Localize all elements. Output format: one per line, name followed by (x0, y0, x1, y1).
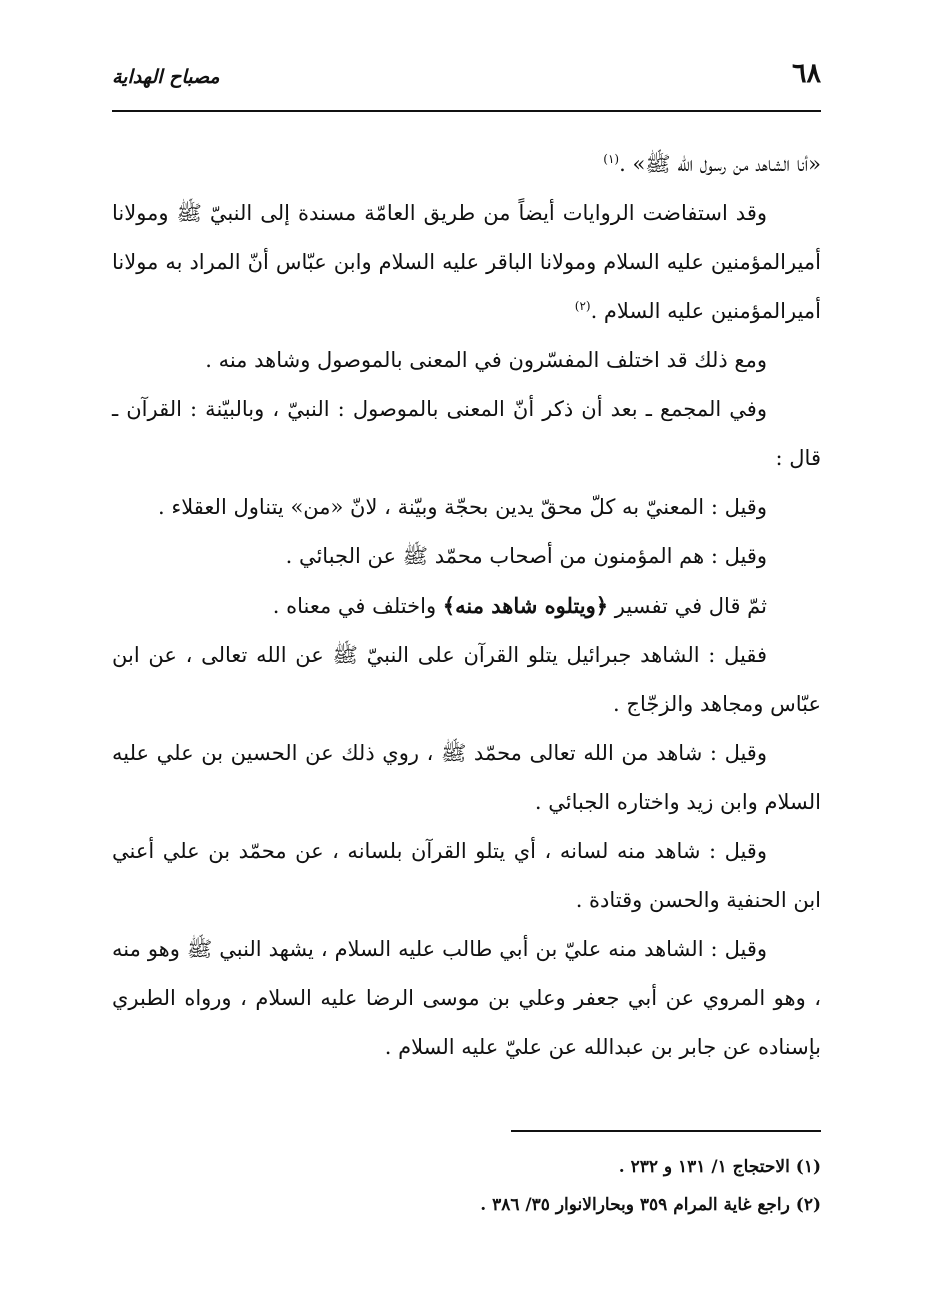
paragraph: فقيل : الشاهد جبرائيل يتلو القرآن على النبيّ ﷺ عن الله تعالى ، عن ابن عبّاس ومجاهد والزجّاج . (112, 643, 821, 716)
footnote: (١) الاحتجاج ١/ ١٣١ و ٢٣٢ . (618, 1157, 821, 1177)
running-title: مصباح الهداية (112, 66, 220, 88)
paragraph: وفي المجمع ـ بعد أن ذكر أنّ المعنى بالموصول : النبيّ ، وبالبيّنة : القرآن ـ قال : (112, 397, 821, 470)
quranic-verse: ﴿ويتلوه شاهد منه﴾ (442, 593, 609, 618)
paragraph: وقيل : هم المؤمنون من أصحاب محمّد ﷺ عن الجبائي . (285, 544, 767, 568)
paragraph: وقد استفاضت الروايات أيضاً من طريق العامّة مسندة إلى النبيّ ﷺ ومولانا أميرالمؤمنين عليه السلام ومولانا الباقر عليه السلام وابن عبّاس أنّ المراد به مولانا أميرالمؤمنين عليه السلام .$^{(٢)}$ (112, 201, 821, 323)
paragraph: وقيل : شاهد من الله تعالى محمّد ﷺ ، روي ذلك عن الحسين بن علي عليه السلام وابن زيد واختاره الجبائي . (112, 741, 821, 814)
footnote-divider (511, 1130, 821, 1132)
footnote: (٢) راجع غاية المرام ٣٥٩ وبحارالانوار ٣٥/ ٣٨٦ . (480, 1195, 821, 1215)
footnote-ref: (٢) (574, 299, 591, 313)
paragraph: ومع ذلك قد اختلف المفسّرون في المعنى بالموصول وشاهد منه . (205, 348, 767, 372)
paragraph: وقيل : شاهد منه لسانه ، أي يتلو القرآن بلسانه ، عن محمّد بن علي أعني ابن الحنفية والحسن وقتادة . (112, 839, 821, 912)
paragraph: وقيل : الشاهد منه عليّ بن أبي طالب عليه السلام ، يشهد النبي ﷺ وهو منه ، وهو المروي عن أبي جعفر وعلي بن موسى الرضا عليه السلام ، ورواه الطبري بإسناده عن جابر بن عبدالله عن عليّ عليه السلام . (112, 937, 821, 1059)
header-divider (112, 110, 821, 112)
main-text (112, 140, 821, 1072)
paragraph: وقيل : المعنيّ به كلّ محقّ يدين بحجّة وبيّنة ، لانّ «من» يتناول العقلاء . (158, 495, 767, 519)
page-number: ٦٨ (791, 58, 821, 89)
footnote-ref: (١) (603, 152, 620, 166)
paragraph: ثمّ قال في تفسير ﴿ويتلوه شاهد منه﴾ واختلف في معناه . (272, 593, 767, 618)
page-header (112, 58, 821, 98)
footnotes (112, 1148, 821, 1224)
paragraph: «أنا الشاهد من رسول الله ﷺ» .$^{(١)}$ (603, 152, 821, 176)
